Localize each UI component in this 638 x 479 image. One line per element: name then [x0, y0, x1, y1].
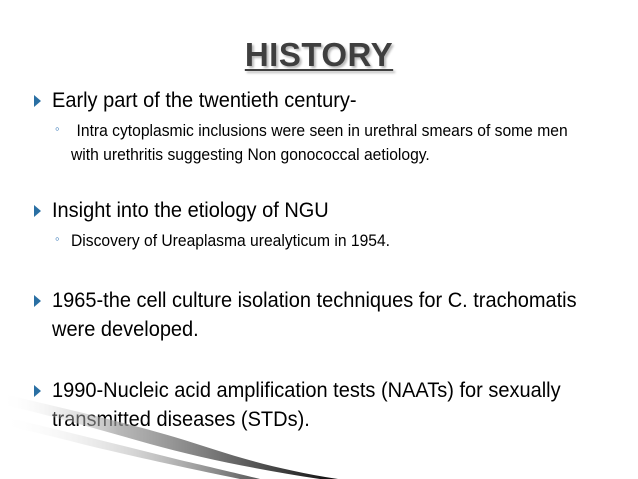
- slide-title: HISTORY: [244, 36, 394, 73]
- hollow-circle-icon: ◦: [55, 121, 60, 136]
- bullet-text-3: 1965-the cell culture isolation techniques for C. trachomatis were developed.: [52, 288, 577, 341]
- bullet-text-1: Early part of the twentieth century-: [52, 88, 357, 112]
- bullet-text-4: 1990-Nucleic acid amplification tests (NAATs) for sexually transmitted diseases (STDs).: [52, 378, 561, 431]
- hollow-circle-icon: ◦: [55, 231, 60, 246]
- sub-bullet-text-1: Intra cytoplasmic inclusions were seen in urethral smears of some men with urethritis suggesting Non gonococcal aetiology.: [71, 121, 568, 164]
- sub-bullet-text-2: Discovery of Ureaplasma urealyticum in 1954.: [71, 231, 391, 250]
- bullet-text-2: Insight into the etiology of NGU: [52, 198, 329, 222]
